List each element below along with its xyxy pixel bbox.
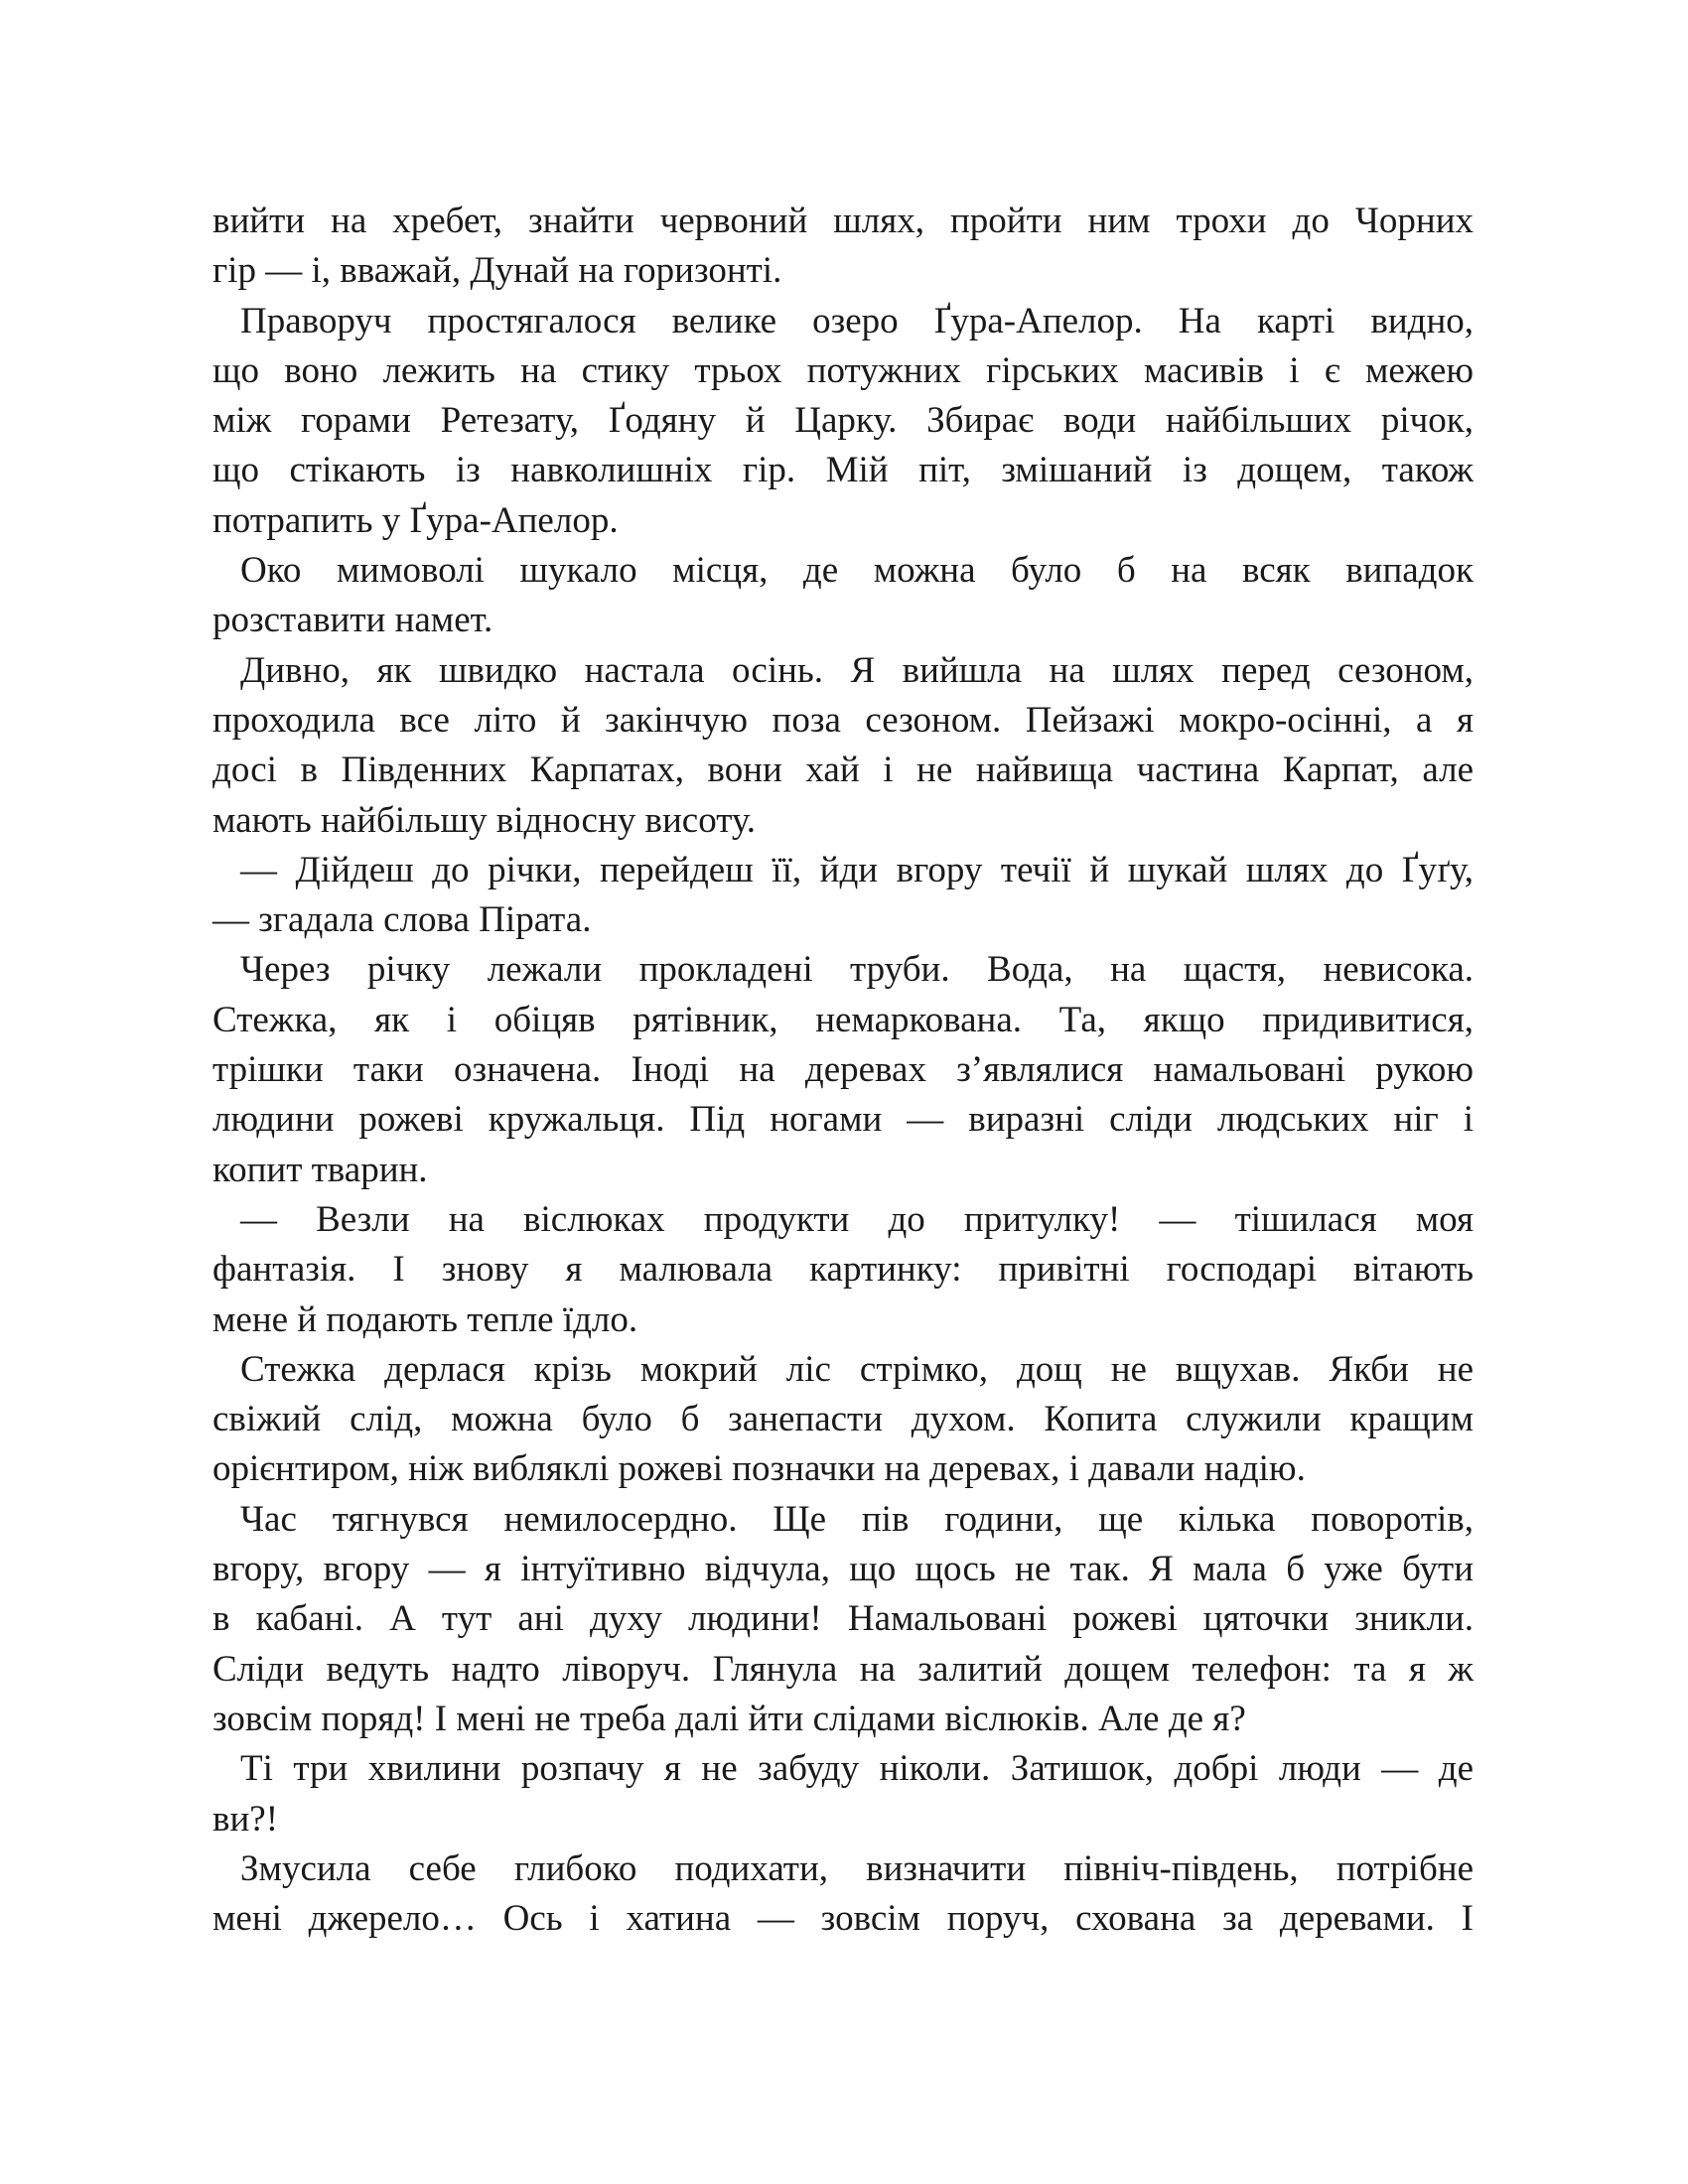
text-line: свіжий слід, можна було б занепасти духом. Копита служили кращим — [212, 1399, 1474, 1440]
text-line: людини рожеві кружальця. Під ногами — виразні сліди людських ніг і — [212, 1099, 1474, 1141]
text-line: мають найбільшу відносну висоту. — [212, 799, 756, 841]
text-line: фантазія. І знову я малювала картинку: привітні господарі вітають — [212, 1249, 1474, 1291]
text-line: що воно лежить на стику трьох потужних гірських масивів і є межею — [212, 349, 1474, 391]
text-line: ви?! — [212, 1798, 279, 1840]
text-line: потрапить у Ґура-Апелор. — [212, 499, 619, 541]
text-line: Праворуч простягалося велике озеро Ґура-Апелор. На карті видно, — [240, 300, 1474, 341]
text-line: вийти на хребет, знайти червоний шлях, пройти ним трохи до Чорних — [212, 201, 1474, 241]
text-line: Змусила себе глибоко подихати, визначити північ-південь, потрібне — [240, 1847, 1474, 1889]
text-line: Сліди ведуть надто ліворуч. Глянула на залитий дощем телефон: та я ж — [212, 1648, 1474, 1690]
text-line: зовсім поряд! І мені не треба далі йти слідами віслюків. Але де я? — [212, 1698, 1246, 1739]
text-line: досі в Південних Карпатах, вони хай і не найвища частина Карпат, але — [212, 750, 1474, 791]
text-block — [212, 197, 1474, 1944]
page-body — [212, 197, 1474, 1944]
text-line: що стікають із навколишніх гір. Мій піт, змішаний із дощем, також — [212, 450, 1474, 491]
text-line: вгору, вгору — я інтуїтивно відчула, що щось не так. Я мала б уже бути — [212, 1549, 1474, 1590]
text-line: орієнтиром, ніж вибляклі рожеві позначки на деревах, і давали надію. — [212, 1448, 1306, 1490]
text-line: мені джерело… Ось і хатина — зовсім поруч, схована за деревами. І — [212, 1898, 1474, 1940]
text-line: Ті три хвилини розпачу я не забуду ніколи. Затишок, добрі люди — де — [240, 1748, 1474, 1790]
text-line: Час тягнувся немилосердно. Ще пів години, ще кілька поворотів, — [240, 1498, 1474, 1540]
text-line: — Дійдеш до річки, перейдеш її, йди вгору течії й шукай шлях до Ґуґу, — [240, 849, 1474, 890]
text-line: трішки таки означена. Іноді на деревах з’являлися намальовані рукою — [212, 1049, 1474, 1091]
text-line: копит тварин. — [212, 1149, 428, 1190]
text-line: — Везли на віслюках продукти до притулку! — тішилася моя — [240, 1198, 1474, 1240]
text-line: Стежка дерлася крізь мокрий ліс стрімко, дощ не вщухав. Якби не — [240, 1348, 1474, 1390]
text-line: між горами Ретезату, Ґодяну й Царку. Збирає води найбільших річок, — [212, 400, 1474, 442]
text-line: розставити намет. — [212, 600, 493, 641]
text-line: Око мимоволі шукало місця, де можна було б на всяк випадок — [240, 550, 1474, 592]
text-line: проходила все літо й закінчую поза сезоном. Пейзажі мокро-осінні, а я — [212, 699, 1474, 741]
text-line: Стежка, як і обіцяв рятівник, немаркована. Та, якщо придивитися, — [212, 999, 1474, 1040]
text-line: в кабані. А тут ані духу людини! Намальовані рожеві цяточки зникли. — [212, 1598, 1474, 1640]
text-line: Дивно, як швидко настала осінь. Я вийшла на шлях перед сезоном, — [240, 649, 1474, 691]
text-line: гір — і, вважай, Дунай на горизонті. — [212, 250, 782, 292]
text-line: Через річку лежали прокладені труби. Вода, на щастя, невисока. — [240, 949, 1474, 991]
text-line: мене й подають тепле їдло. — [212, 1298, 638, 1340]
text-line: — згадала слова Пірата. — [212, 899, 592, 941]
